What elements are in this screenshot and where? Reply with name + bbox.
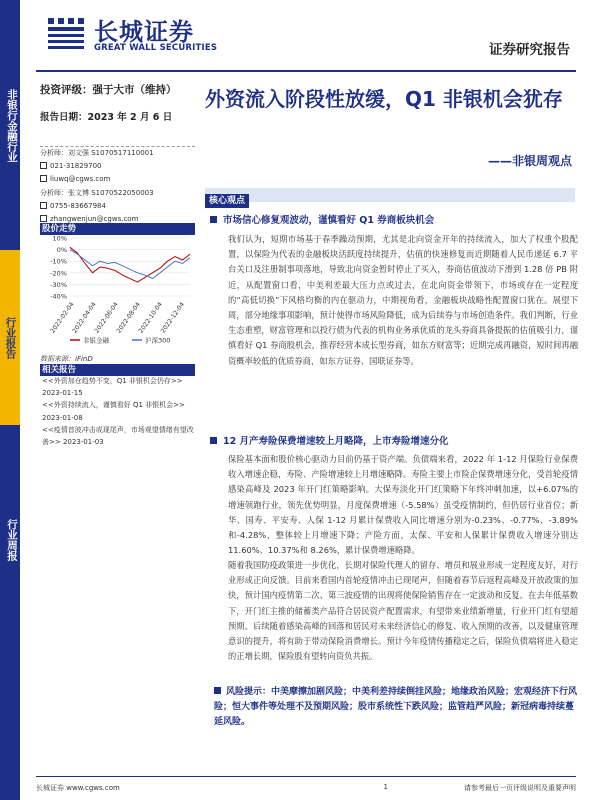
x-tick-label: 2022-02-04	[49, 301, 76, 335]
report-meta	[40, 82, 195, 123]
chart-svg	[40, 230, 195, 350]
x-tick-label: 2022-08-04	[115, 301, 142, 335]
section2-paragraph: 随着我国防疫政策进一步优化，长期对保险代理人的留存、增员和展业形成一定程度友好，对行业形成正向反馈。目前来看国内首轮疫情冲击已现尾声，但随着春节后返程高峰及开放政策的加快，预计国内疫情第二次、第三波疫情的出现将使保险销售存在一定波动和反复。在去年低基数下，开门红主推的储蓄类产品符合居民资产配置需求，有望带来业绩新增量，行业开门红有望超预期。后续随着感染高峰的回落和居民对未来经济信心的修复、收入预期的改善，以及健康管理意识的提升，将有助于带动保险消费增长。预计今年疫情传播稳定之后，保险负债端将进入稳定的正增长期，保险股有望转向资负共振。	[228, 560, 578, 662]
phone-icon	[40, 202, 47, 209]
related-reports	[42, 375, 197, 448]
x-tick-label: 2022-04-04	[71, 301, 98, 335]
core-view-bar	[205, 188, 575, 206]
section2-paragraph: 保险基本面和股价核心驱动力目前仍基于资产端。负债端来看，2022 年 1-12 月保险行业保费收入增速企稳，寿险、产险增速较上月增速略降。寿险主要上市险企保费增速分化，受首轮疫情感染高峰及 2023 年开门红策略影响。大保寿淡化开门红策略下年终冲刺加速，以+6.07%的增速领跑行业，领先优势明显，月度保费增速（-5.58%）虽受疫情制约，但仍居行业首位；新华、国寿、平安寿、人保 1-12 月累计保费收入同比增速分别为-0.23%、-0.77%、-3.89%和-4.28%，整体较上月增速下降；产险方面，太保、平安和人保累计保费收入增速分别达 11.60%、10.37%和 8.26%，累计保费增速略降。	[228, 454, 578, 556]
bullet-square-icon	[210, 437, 217, 444]
related-section-bar: 相关报告	[40, 364, 195, 376]
report-subtitle: ——非银周观点	[487, 154, 572, 168]
legend-label: 沪深300	[145, 336, 171, 345]
section1-heading: 市场信心修复观波动，谨慎看好 Q1 券商板块机会	[210, 212, 434, 226]
related-report-item[interactable]: <<外资加仓趋势不变，Q1 非银机会仍存>> 2023-01-15	[42, 377, 183, 398]
email-line[interactable]: zhangwenjun@cgws.com	[40, 213, 195, 226]
related-report-item[interactable]: <<外资持续流入，谨慎看好 Q1 非银机会>> 2023-01-08	[42, 401, 185, 422]
x-tick-label: 2022-06-04	[93, 301, 120, 335]
bullet-square-icon	[210, 216, 217, 223]
investment-rating: 投资评级：强于大市（维持）	[40, 84, 177, 96]
core-view-label: 核心观点	[205, 194, 249, 208]
y-tick-label: -10%	[50, 257, 67, 266]
bullet-square-icon	[214, 687, 221, 694]
legend-label: 非银金融	[83, 336, 109, 345]
sidebar-weekly-label: 行业周报	[6, 519, 18, 561]
stock-price-chart	[40, 230, 195, 350]
header-divider	[36, 70, 576, 72]
logo-chinese-name: 长城证券	[94, 18, 194, 46]
footer	[36, 776, 576, 792]
great-wall-logo-icon	[46, 14, 86, 54]
section2-heading: 12 月产寿险保费增速较上月略降，上市寿险增速分化	[210, 433, 449, 447]
sidebar-industry-label: 非银行金融行业	[6, 89, 18, 163]
page-number: 1	[383, 783, 388, 791]
report-date: 报告日期：2023 年 2 月 6 日	[40, 112, 173, 123]
y-tick-label: -30%	[50, 280, 67, 289]
data-source: 数据来源：iFinD	[40, 355, 93, 363]
mail-icon	[40, 215, 47, 222]
report-type: 证券研究报告	[489, 42, 570, 58]
series-line	[70, 247, 190, 282]
logo-english-name: GREAT WALL SECURITIES	[94, 43, 218, 53]
y-tick-label: -20%	[50, 269, 67, 278]
risk-warning: 风险提示：中美摩擦加剧风险；中美利差持续倒挂风险；地缘政治风险；宏观经济下行风险；恒大事件等处理不及预期风险；股市系统性下跌风险；监管趋严风险；新冠病毒持续蔓延风险。	[214, 687, 578, 727]
y-tick-label: 10%	[52, 234, 67, 243]
phone-line: 021-31829700	[40, 160, 195, 173]
footer-disclaimer: 请参考最后一页评级说明及重要声明	[464, 784, 576, 792]
y-tick-label: 0%	[56, 246, 67, 255]
analyst-line: 分析师：张文博 S1070522050003	[40, 188, 154, 197]
x-tick-label: 2022-12-04	[159, 301, 187, 335]
related-report-item[interactable]: <<疫情首波冲击或现尾声，市场观望情绪有望改善>> 2023-01-03	[42, 425, 194, 447]
section1-paragraph: 我们认为，短期市场基于春季躁动预期，尤其是北向资金开年的持续流入，加大了权重个股配置，以保险为代表的金融板块活跃度持续提升，估值的快速修复而近期随着人民币递延 6.7 平台关口及注册制事项落地，导致北向资金暂时停止了买入，券商估值波动下滑到 1.28 倍 PB 附近，从配置窗口看，中美利差最大压力点或过去，在北向资金带领下，市场或存在一定程度的“高低切换”下风格均衡的内在驱动力，中期视角看，金融板块战略性配置窗口犹在。展望下周，部分地缘事项影响，预计使得市场风险降低，成为后续券与市场创造条件。我们判断，行业生态重塑，财富管理和以投行债为代表的机构业务承优质的龙头券商具备提振的估值吸引力，谨慎看好 Q1 券商股机会，推荐经营本成长型券商，如东方财富等；近期完成再融资，短时间再融资概率较低的优质券商，如东方证券、国联证券等。	[228, 234, 578, 366]
email-line[interactable]: liuwq@cgws.com	[40, 173, 195, 186]
y-tick-label: -40%	[50, 292, 67, 301]
sidebar	[0, 0, 20, 800]
x-tick-label: 2022-10-04	[137, 301, 164, 335]
phone-line: 0755-83667984	[40, 200, 195, 213]
analyst-info	[40, 146, 195, 226]
footer-website[interactable]: 长城证券 www.cgws.com	[36, 784, 120, 792]
company-logo	[46, 10, 246, 60]
phone-icon	[40, 162, 47, 169]
chart-section-bar: 股价走势	[40, 223, 195, 235]
sidebar-report-label: 行业报告	[0, 250, 20, 425]
analyst-line: 分析师：刘文强 S1070517110001	[40, 149, 154, 157]
report-title: 外资流入阶段性放缓，Q1 非银机会犹存	[205, 87, 563, 111]
mail-icon	[40, 175, 47, 182]
series-line	[70, 250, 190, 279]
